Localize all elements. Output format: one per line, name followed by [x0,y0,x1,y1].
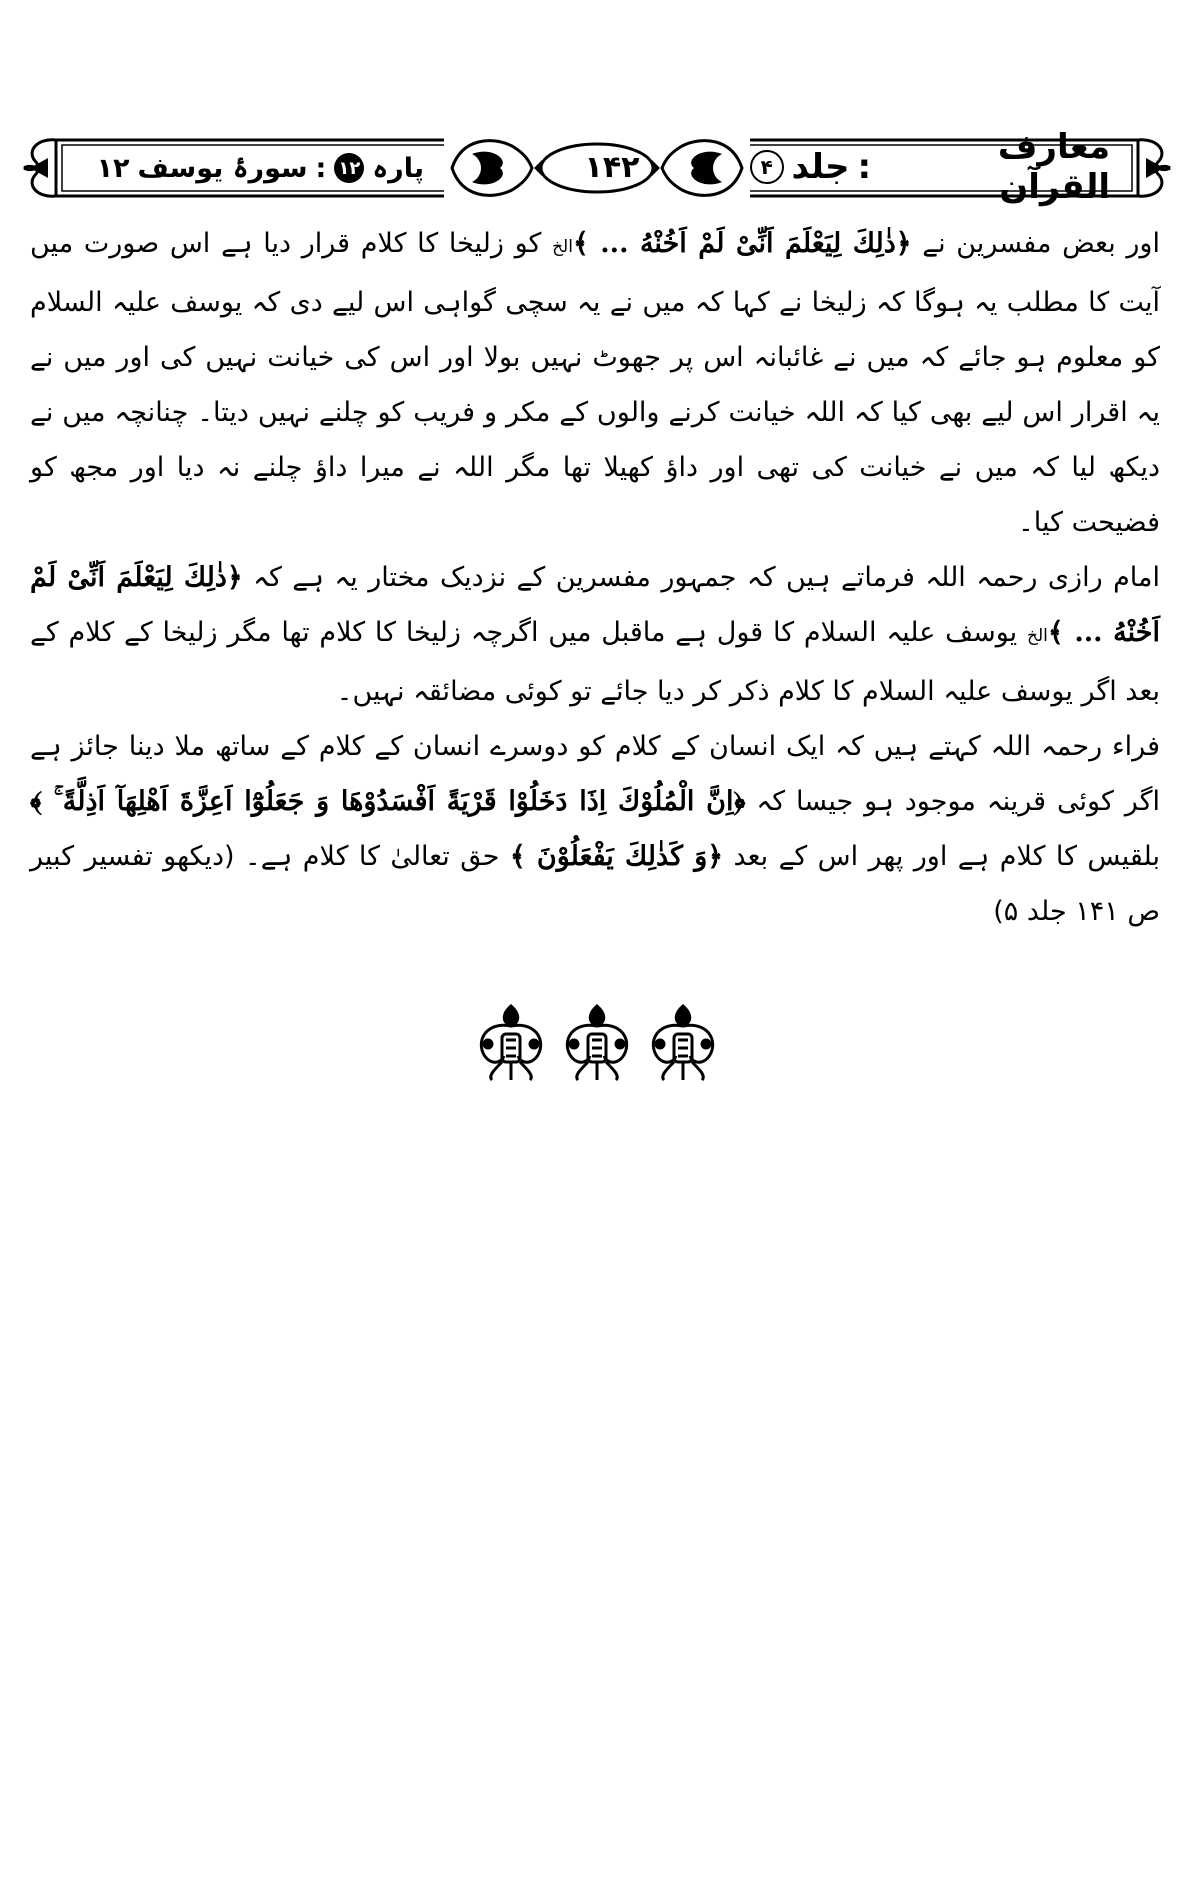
paragraph-2 [30,550,1160,719]
floral-ornament-icon [644,1000,722,1084]
surah-number: ۱۲ [96,152,130,184]
text-span: فراء رحمہ اللہ کہتے ہیں کہ ایک انسان کے کلام کو دوسرے انسان کے کلام کے ساتھ ملا دینا جائز ہے اگر کوئی قرینہ موجود ہو جیسا کہ [30,731,1160,817]
text-span: یوسف علیہ السلام کا قول ہے ماقبل میں اگرچہ زلیخا کا کلام تھا مگر زلیخا کے کلام کے بعد اگر یوسف علیہ السلام کا کلام ذکر کر دیا جائے تو کوئی مضائقہ نہیں۔ [30,617,1160,707]
volume-number-badge: ۴ [750,150,784,184]
floral-ornament-icon [558,1000,636,1084]
etc-marker: الخ [1027,626,1048,646]
text-span: امام رازی رحمہ اللہ فرماتے ہیں کہ جمہور مفسرین کے نزدیک مختار یہ ہے کہ [242,562,1160,593]
page-header [22,127,1172,207]
floral-ornament-icon [472,1000,550,1084]
text-span: بلقیس کا کلام ہے اور پھر اس کے بعد [723,841,1160,872]
text-span: کو زلیخا کا کلام قرار دیا ہے اس صورت میں آیت کا مطلب یہ ہوگا کہ زلیخا نے کہا کہ میں نے یہ سچی گواہی اس لیے دی کہ یوسف علیہ السلام کو معلوم ہو جائے کہ میں نے غائبانہ اس پر جھوٹ نہیں بولا اور اس کی خیانت نہیں کی اور میں نے یہ اقرار اس لیے بھی کیا کہ اللہ خیانت کرنے والوں کے مکر و فریب کو چلنے نہیں دیتا۔ چنانچہ میں نے دیکھ لیا کہ میں نے خیانت کی تھی اور داؤ کھیلا تھا مگر اللہ نے میرا داؤ چلنے نہ دیا اور مجھ کو فضیحت کیا۔ [30,228,1160,538]
title-separator: : [857,147,872,187]
surah-label: سورۂ یوسف [137,152,308,184]
end-ornament [472,1000,722,1084]
text-span: حق تعالیٰ کا کلام ہے۔ (دیکھو تفسیر کبیر ص ۱۴۱ جلد ۵) [30,841,1160,927]
paragraph-1 [30,216,1160,550]
quran-ayah: ﴿ذٰلِكَ لِيَعْلَمَ اَنِّىْ لَمْ اَخُنْهُ ... ﴾ [30,562,1161,648]
header-separator: : [315,152,327,184]
quran-ayah: ﴿اِنَّ الْمُلُوْكَ اِذَا دَخَلُوْا قَرْيَةً اَفْسَدُوْهَا وَ جَعَلُوْٓا اَعِزَّةَ اَهْلِهَآ اَذِلَّةً ۚ ﴾ [30,786,746,817]
body-text [30,216,1160,939]
quran-ayah: ﴿ذٰلِكَ لِيَعْلَمَ اَنِّىْ لَمْ اَخُنْهُ ... ﴾ [572,228,912,259]
quran-ayah: ﴿وَ كَذٰلِكَ يَفْعَلُوْنَ ﴾ [509,841,724,872]
book-title: معارف القرآن [997,127,1110,207]
page-number: ۱۴۲ [584,149,640,185]
para-number-badge: ۱۲ [334,153,364,183]
text-span: اور بعض مفسرین نے [911,228,1160,259]
paragraph-3 [30,719,1160,939]
header-book-title-area [750,127,1110,207]
header-para-surah-area [84,146,424,190]
etc-marker: الخ [552,237,573,257]
para-label: پارہ [372,152,424,184]
volume-label: جلد [791,147,850,187]
